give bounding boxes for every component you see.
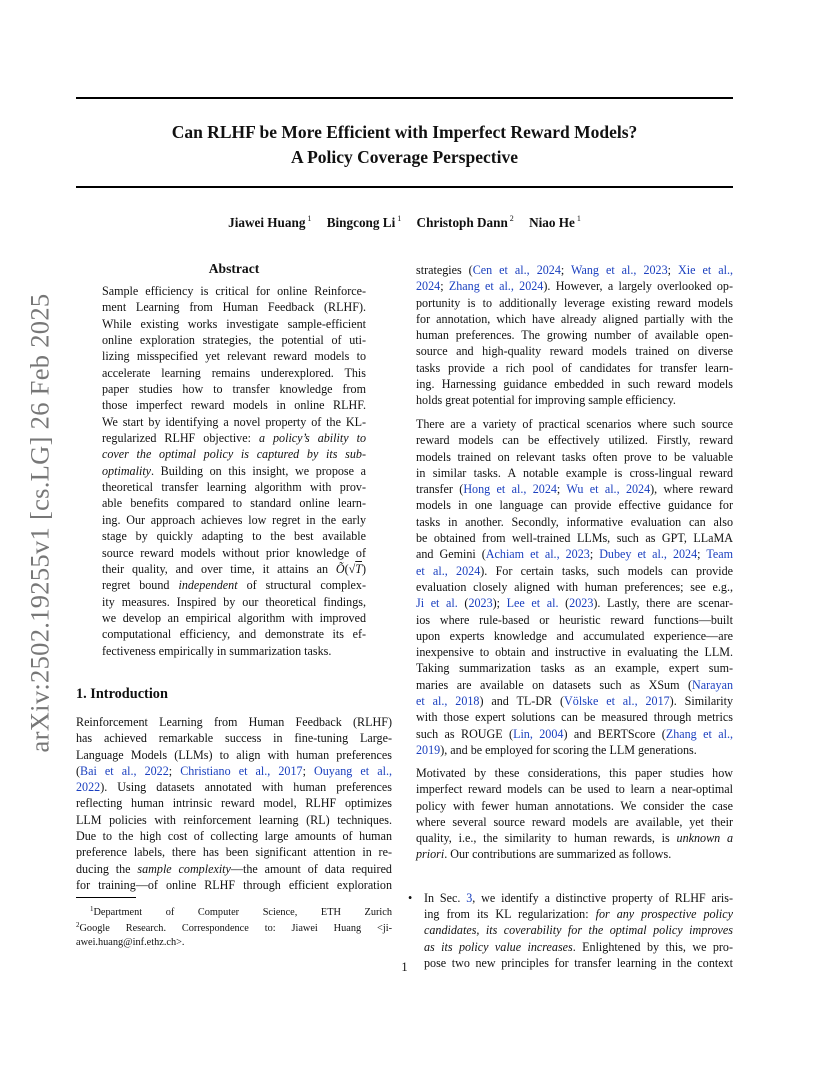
title-line-1: Can RLHF be More Efficient with Imperfect Reward Models? [171,122,638,142]
author: Jiawei Huang $^1$ [228,214,312,230]
author: Bingcong Li $^1$ [326,214,402,230]
author: Niao He $^1$ [529,214,581,230]
title-line-2: A Policy Coverage Perspective [291,147,518,167]
top-rule [76,97,733,99]
footnote-rule [76,897,136,898]
footnote-1: Department of Computer Science, ETH Zurich [93,907,392,918]
bullet-marker: • [408,891,413,905]
right-paragraph-1: strategies (Cen et al., 2024; Wang et al., 2023; Xie et al., 2024; Zhang et al., 2024). However, a largely overlooked op- portunity is to additionally leverage existing reward models for annotation, which have already aligned partially with the human preferences. The growing number of available open- source and high-quality reward models trained on diverse tasks provide a rich pool of candidates for transfer learn- ing. Harnessing guidance embedded in such reward models holds great potential for improving sample efficiency. [416,263,733,408]
author-list [76,214,733,231]
right-paragraph-2: There are a variety of practical scenarios where such source reward models can be effectively utilized. Firstly, reward models trained on relevant tasks often prove to be valuable in similar tasks. A notable example is cross-lingual reward transfer (Hong et al., 2024; Wu et al., 2024), where reward models in one language can provide effective guidance for tasks in another. Secondly, informative evaluation can also be obtained from well-trained LLMs, such as GPT, LLaMA and Gemini (Achiam et al., 2023; Dubey et al., 2024; Team et al., 2024). For certain tasks, such models can provide evaluation closely aligned with human preferences; see e.g., Ji et al. (2023); Lee et al. (2023). Lastly, there are scenar- ios where rule-based or heuristic reward functions—built upon experts knowledge and accumulated experience—are inexpensive to obtain and instructive in evaluating the LLM. Taking summarization tasks as an example, expert sum- maries are available on datasets such as XSum (Narayan et al., 2018) and TL-DR (Völske et al., 2017). Similarity with those expert solutions can be measured through metrics such as ROUGE (Lin, 2004) and BERTScore (Zhang et al., 2019), and be employed for scoring the LLM generations. [416,417,733,757]
paper-title [76,120,733,170]
section-heading: 1. Introduction [76,686,168,702]
abstract-body: Sample efficiency is critical for online Reinforce- ment Learning from Human Feedback (RLHF). While existing works investigate sample-efficient online exploration strategies, the potential of uti- lizing misspecified yet relevant reward models to accelerate learning remains underexplored. This paper studies how to transfer knowledge from those imperfect reward models in online RLHF. We start by identifying a novel property of the KL- regularized RLHF objective: a policy’s ability to cover the optimal policy is captured by its sub- optimality. Building on this insight, we propose a theoretical transfer learning algorithm with prov- able benefits compared to standard online learn- ing. Our approach achieves low regret in the early stage by quickly adapting to the best available source reward models without prior knowledge of their quality, and over time, it attains an Õ(√T) regret bound independent of structural complex- ity measures. Inspired by our theoretical findings, we develop an empirical algorithm with improved computational efficiency, and demonstrate its ef- fectiveness empirically in summarization tasks. [102,284,366,658]
intro-paragraph: Reinforcement Learning from Human Feedback (RLHF) has achieved remarkable success in fine-tuning Large- Language Models (LLMs) to align with human preferences (Bai et al., 2022; Christiano et al., 2017; Ouyang et al., 2022). Using datasets annotated with human preferences reflecting human intrinsic reward model, RLHF optimizes LLM policies with reinforcement learning (RL) techniques. Due to the high cost of collecting large amounts of human preference labels, there has been significant attention in re- ducing the sample complexity—the amount of data required for training—of online RLHF through efficient exploration [76,715,392,892]
title-bottom-rule [76,186,733,188]
abstract-heading: Abstract [208,261,260,276]
page-number: 1 [401,960,408,974]
contribution-item: In Sec. 3, we identify a distinctive property of RLHF aris- ing from its KL regularization: for any prospective policy candidates, its coverability for the optimal policy improves as its policy value increases. Enlightened by this, we pro- pose two new principles for transfer learning in the context [424,891,733,970]
arxiv-watermark [24,288,56,758]
arxiv-id: arXiv:2502.19255v1 [cs.LG] 26 Feb 2025 [24,293,55,753]
footnotes: $^1$Department of Computer Science, ETH Zurich $^2$Google Research. Correspondence to: Jiawei Huang <ji- awei.huang@inf.ethz.ch>. [76,905,392,948]
right-paragraph-3: Motivated by these considerations, this paper studies how imperfect reward models can be used to learn a near-optimal policy with fewer human annotations. We consider the case where several source reward models are available, yet their quality, i.e., the similarity to human rewards, is unknown a priori. Our contributions are summarized as follows. [416,766,733,862]
author: Christoph Dann $^2$ [416,214,514,230]
